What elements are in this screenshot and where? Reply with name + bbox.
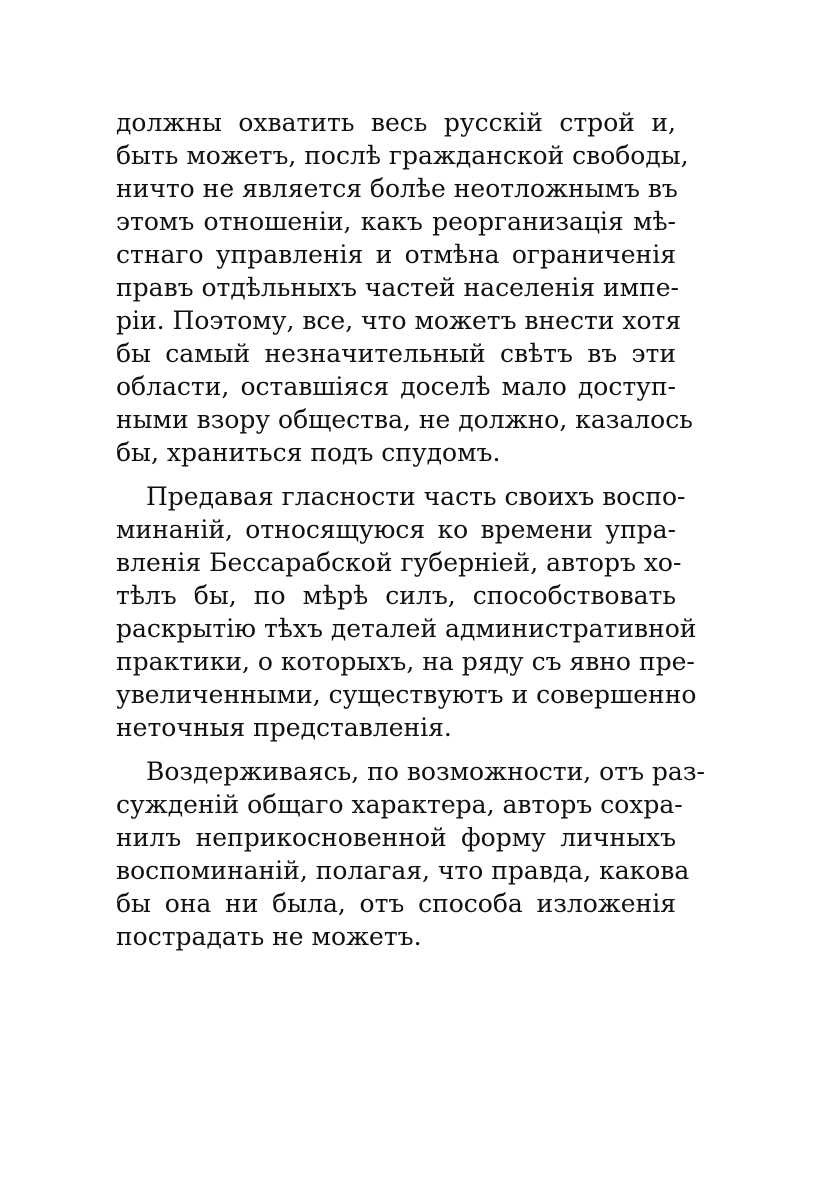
text-line: вленія Бессарабской губерніей, авторъ хо- <box>116 548 682 577</box>
paragraph-2 <box>116 480 697 744</box>
text-line: бы она ни была, отъ способа изложенія <box>116 889 676 918</box>
text-line: должны охватить весь русскій строй и, <box>116 108 676 137</box>
text-line: практики, о которыхъ, на ряду съ явно пре- <box>116 647 695 676</box>
paragraph-spacer <box>116 469 676 480</box>
text-line: пострадать не можетъ. <box>116 922 422 951</box>
text-line: области, оставшіяся доселѣ мало доступ- <box>116 372 676 401</box>
body-text <box>116 106 705 953</box>
text-line: тѣлъ бы, по мѣрѣ силъ, способствовать <box>116 581 676 610</box>
paragraph-spacer <box>116 744 676 755</box>
text-line: бы, храниться подъ спудомъ. <box>116 438 501 467</box>
text-line: ничто не является болѣе неотложнымъ въ <box>116 174 678 203</box>
text-line: ріи. Поэтому, все, что можетъ внести хотя <box>116 306 682 335</box>
text-line: бы самый незначительный свѣтъ въ эти <box>116 339 676 368</box>
text-line: воспоминаній, полагая, что правда, какова <box>116 856 690 885</box>
text-line: сужденій общаго характера, авторъ сохра- <box>116 790 683 819</box>
text-line: нилъ неприкосновенной форму личныхъ <box>116 823 676 852</box>
text-line: Воздерживаясь, по возможности, отъ раз- <box>146 757 705 786</box>
text-line: Предавая гласности часть своихъ воспо- <box>146 482 686 511</box>
paragraph-3 <box>116 755 705 953</box>
paragraph-1 <box>116 106 693 469</box>
text-line: этомъ отношеніи, какъ реорганизація мѣ- <box>116 207 676 236</box>
text-line: быть можетъ, послѣ гражданской свободы, <box>116 141 689 170</box>
text-line: раскрытію тѣхъ деталей административной <box>116 614 697 643</box>
text-line: правъ отдѣльныхъ частей населенія импе- <box>116 273 679 302</box>
text-line: минаній, относящуюся ко времени упра- <box>116 515 676 544</box>
text-line: ными взору общества, не должно, казалось <box>116 405 693 434</box>
text-line: неточныя представленія. <box>116 713 452 742</box>
text-line: стнаго управленія и отмѣна ограниченія <box>116 240 676 269</box>
text-line: увеличенными, существуютъ и совершенно <box>116 680 697 709</box>
